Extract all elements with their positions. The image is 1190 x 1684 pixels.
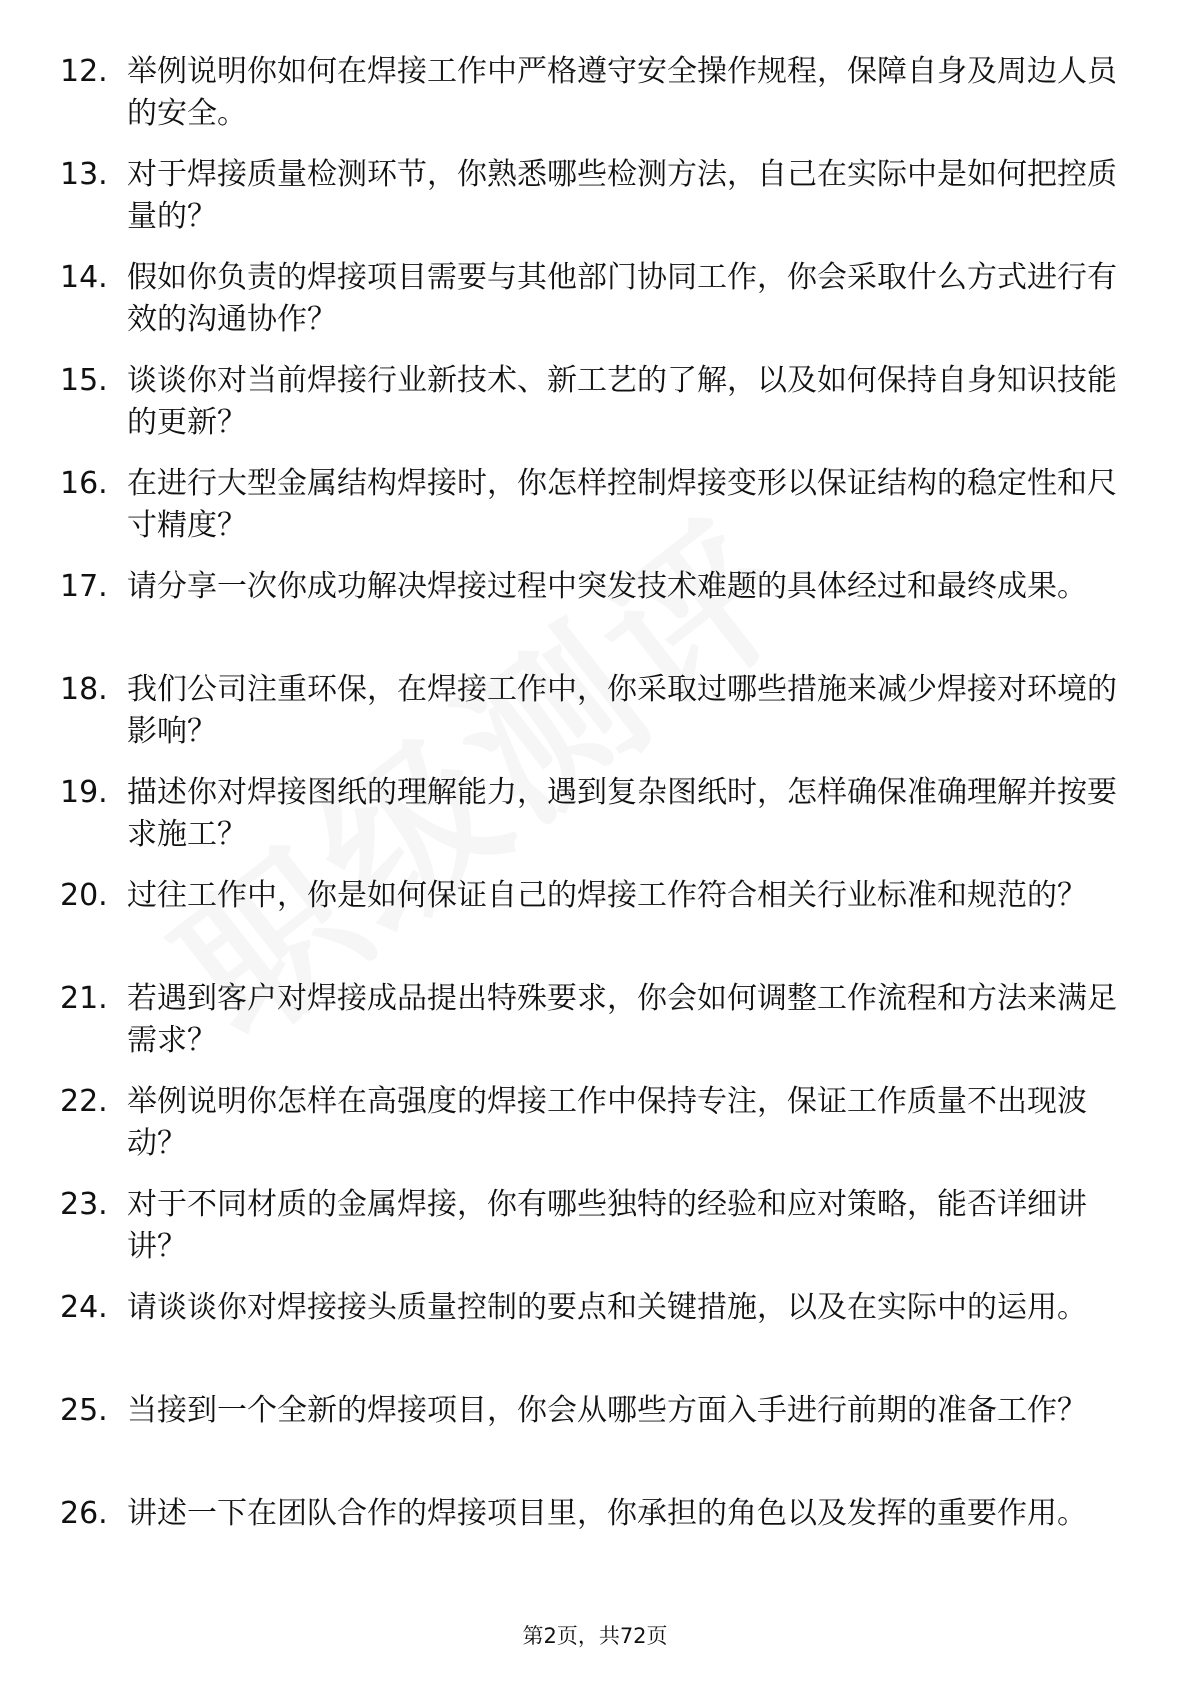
question-number: 26.: [60, 1496, 108, 1531]
question-item: [0, 566, 1190, 669]
question-number: 15.: [60, 363, 108, 398]
question-text: 在进行大型金属结构焊接时，你怎样控制焊接变形以保证结构的稳定性和尺寸精度？: [127, 466, 1117, 543]
question-list: [0, 51, 1190, 1596]
question-item: [0, 1081, 1190, 1184]
question-item: [0, 257, 1190, 360]
question-item: [0, 669, 1190, 772]
question-number: 20.: [60, 878, 108, 913]
question-number: 18.: [60, 672, 108, 707]
question-item: [0, 154, 1190, 257]
question-text: 对于不同材质的金属焊接，你有哪些独特的经验和应对策略，能否详细讲讲？: [127, 1187, 1087, 1264]
question-text: 举例说明你如何在焊接工作中严格遵守安全操作规程，保障自身及周边人员的安全。: [127, 54, 1117, 131]
question-number: 22.: [60, 1084, 108, 1119]
question-item: [0, 463, 1190, 566]
question-text: 举例说明你怎样在高强度的焊接工作中保持专注，保证工作质量不出现波动？: [127, 1084, 1087, 1161]
question-number: 14.: [60, 260, 108, 295]
question-text: 对于焊接质量检测环节，你熟悉哪些检测方法，自己在实际中是如何把控质量的？: [127, 157, 1117, 234]
question-item: [0, 1184, 1190, 1287]
question-text: 当接到一个全新的焊接项目，你会从哪些方面入手进行前期的准备工作？: [127, 1393, 1087, 1428]
question-number: 24.: [60, 1290, 108, 1325]
question-text: 过往工作中，你是如何保证自己的焊接工作符合相关行业标准和规范的？: [127, 878, 1087, 913]
page-footer: 第2页，共72页: [522, 1624, 668, 1648]
question-text: 若遇到客户对焊接成品提出特殊要求，你会如何调整工作流程和方法来满足需求？: [127, 981, 1117, 1058]
question-number: 21.: [60, 981, 108, 1016]
question-item: [0, 772, 1190, 875]
question-number: 19.: [60, 775, 108, 810]
question-item: [0, 360, 1190, 463]
question-item: [0, 51, 1190, 154]
question-text: 描述你对焊接图纸的理解能力，遇到复杂图纸时，怎样确保准确理解并按要求施工？: [127, 775, 1117, 852]
question-number: 23.: [60, 1187, 108, 1222]
question-number: 16.: [60, 466, 108, 501]
question-number: 12.: [60, 54, 108, 89]
question-item: [0, 978, 1190, 1081]
question-text: 谈谈你对当前焊接行业新技术、新工艺的了解，以及如何保持自身知识技能的更新？: [127, 363, 1117, 440]
question-item: [0, 1493, 1190, 1596]
question-text: 请分享一次你成功解决焊接过程中突发技术难题的具体经过和最终成果。: [127, 569, 1087, 604]
question-number: 17.: [60, 569, 108, 604]
question-text: 请谈谈你对焊接接头质量控制的要点和关键措施，以及在实际中的运用。: [127, 1290, 1087, 1325]
question-item: [0, 1390, 1190, 1493]
question-text: 我们公司注重环保，在焊接工作中，你采取过哪些措施来减少焊接对环境的影响？: [127, 672, 1117, 749]
question-number: 13.: [60, 157, 108, 192]
question-text: 讲述一下在团队合作的焊接项目里，你承担的角色以及发挥的重要作用。: [127, 1496, 1087, 1531]
question-text: 假如你负责的焊接项目需要与其他部门协同工作，你会采取什么方式进行有效的沟通协作？: [127, 260, 1117, 337]
question-item: [0, 1287, 1190, 1390]
question-item: [0, 875, 1190, 978]
question-number: 25.: [60, 1393, 108, 1428]
